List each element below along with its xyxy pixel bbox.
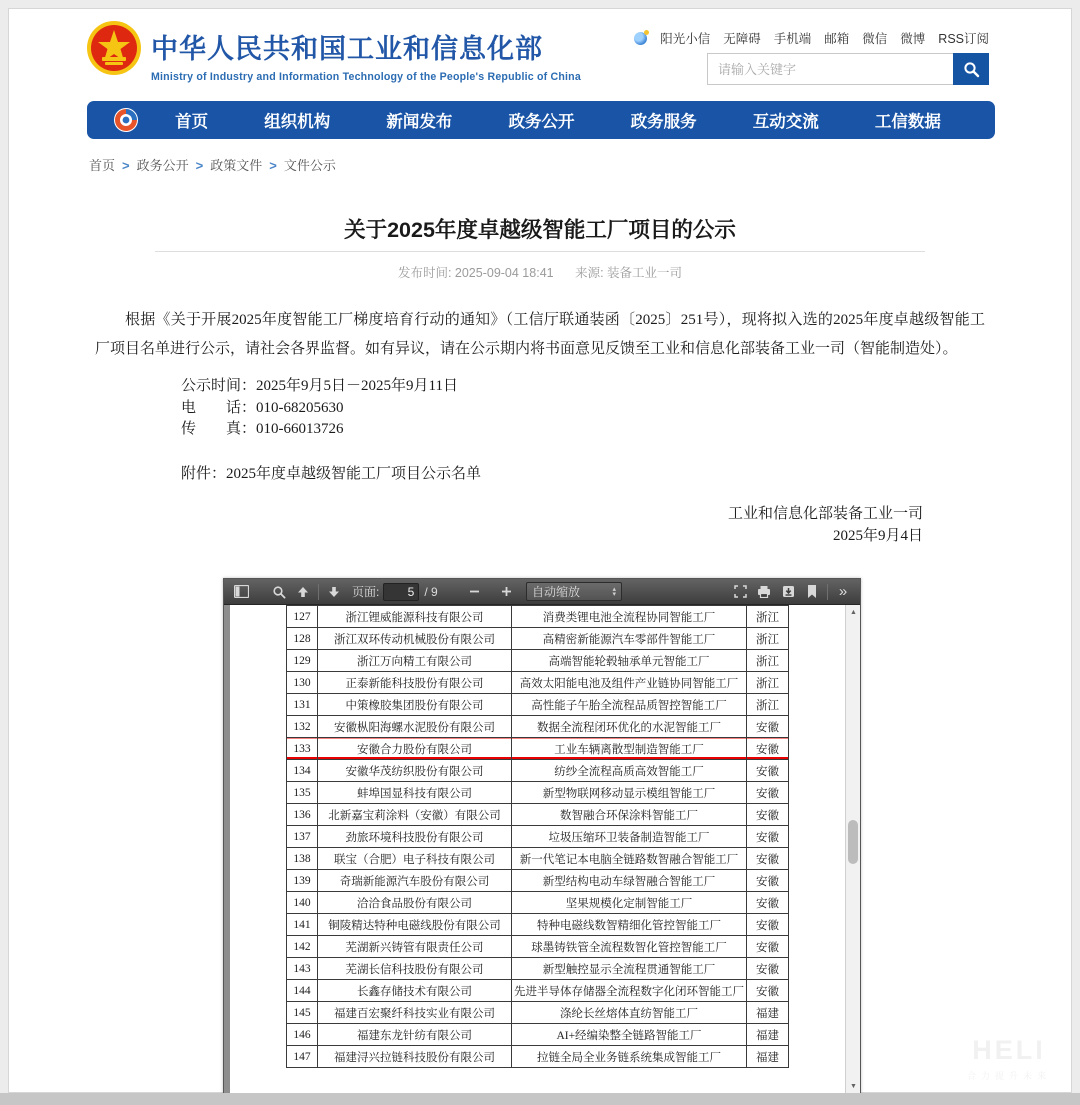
publish-time: 发布时间: 2025-09-04 18:41 — [397, 266, 554, 280]
nav-item[interactable]: 互动交流 — [752, 113, 819, 131]
utility-links — [634, 29, 989, 47]
site-title: 中华人民共和国工业和信息化部 — [151, 34, 543, 64]
cell-company: 安徽合力股份有限公司 — [318, 738, 512, 760]
cell-company: 浙江双环传动机械股份有限公司 — [318, 628, 512, 650]
nav-item[interactable]: 工信数据 — [874, 113, 941, 131]
table-row — [287, 848, 789, 870]
table-row — [287, 914, 789, 936]
cell-company: 福建浔兴拉链科技股份有限公司 — [318, 1046, 512, 1068]
cell-province: 浙江 — [747, 606, 789, 628]
project-table — [286, 605, 789, 1068]
cell-province: 安徽 — [747, 782, 789, 804]
cell-row-number: 140 — [287, 892, 318, 914]
table-row — [287, 870, 789, 892]
cell-company: 正泰新能科技股份有限公司 — [318, 672, 512, 694]
table-row — [287, 1024, 789, 1046]
cell-province: 安徽 — [747, 936, 789, 958]
select-arrows-icon: ▴ ▾ — [612, 585, 616, 598]
zoom-in-button[interactable] — [494, 581, 518, 603]
cell-company: 劲旅环境科技股份有限公司 — [318, 826, 512, 848]
cell-row-number: 138 — [287, 848, 318, 870]
cell-company: 福建东龙针纺有限公司 — [318, 1024, 512, 1046]
article-source: 来源: 装备工业一司 — [575, 266, 683, 280]
cell-province: 浙江 — [747, 672, 789, 694]
nav-item[interactable]: 政务公开 — [508, 113, 575, 131]
table-row — [287, 1002, 789, 1024]
breadcrumb-item[interactable]: 首页 > — [89, 155, 137, 174]
cell-province: 安徽 — [747, 980, 789, 1002]
article-title: 关于2025年度卓越级智能工厂项目的公示 — [344, 218, 736, 242]
utility-link[interactable]: 微信 — [862, 32, 888, 46]
breadcrumb — [89, 155, 336, 174]
info-line: 传 真：010-66013726 — [181, 421, 344, 437]
utility-link[interactable]: 无障碍 — [723, 32, 761, 46]
site-logo-link[interactable] — [151, 27, 581, 83]
breadcrumb-item[interactable]: 政务公开 > — [137, 155, 211, 174]
cell-row-number: 128 — [287, 628, 318, 650]
table-row — [287, 606, 789, 628]
pdf-table-body — [287, 606, 789, 1068]
table-row — [287, 892, 789, 914]
cell-project: 纺纱全流程高质高效智能工厂 — [512, 760, 747, 782]
pdf-page — [230, 605, 845, 1093]
cell-province: 安徽 — [747, 958, 789, 980]
cell-project: 高性能子午胎全流程品质智控智能工厂 — [512, 694, 747, 716]
cell-company: 蚌埠国显科技有限公司 — [318, 782, 512, 804]
cell-company: 洽洽食品股份有限公司 — [318, 892, 512, 914]
cell-project: 新型结构电动车绿智融合智能工厂 — [512, 870, 747, 892]
table-row — [287, 672, 789, 694]
print-button[interactable] — [752, 581, 776, 603]
cell-row-number: 129 — [287, 650, 318, 672]
cell-province: 浙江 — [747, 628, 789, 650]
cell-province: 安徽 — [747, 848, 789, 870]
article-meta — [9, 263, 1071, 281]
miit-swirl-icon — [113, 107, 139, 133]
cell-province: 福建 — [747, 1024, 789, 1046]
table-row — [287, 936, 789, 958]
cell-company: 奇瑞新能源汽车股份有限公司 — [318, 870, 512, 892]
sidebar-toggle-button[interactable] — [229, 581, 253, 603]
utility-link[interactable]: 微博 — [900, 32, 926, 46]
cell-company: 北新嘉宝莉涂料（安徽）有限公司 — [318, 804, 512, 826]
nav-item[interactable]: 组织机构 — [264, 113, 331, 131]
page-total: / 9 — [424, 584, 438, 599]
cell-province: 安徽 — [747, 716, 789, 738]
download-button[interactable] — [776, 581, 800, 603]
table-row — [287, 958, 789, 980]
pdf-viewer — [223, 578, 861, 1094]
presentation-mode-button[interactable] — [728, 581, 752, 603]
cell-row-number: 136 — [287, 804, 318, 826]
toolbar-separator — [827, 584, 828, 600]
page-down-button[interactable] — [322, 581, 346, 603]
page-number-input[interactable] — [383, 583, 419, 601]
cell-project: 新一代笔记本电脑全链路数智融合智能工厂 — [512, 848, 747, 870]
scroll-up-arrow[interactable]: ▲ — [850, 608, 857, 616]
cell-province: 浙江 — [747, 650, 789, 672]
cell-company: 联宝（合肥）电子科技有限公司 — [318, 848, 512, 870]
expand-icon — [734, 585, 747, 598]
cell-row-number: 139 — [287, 870, 318, 892]
search-icon — [963, 61, 980, 78]
zoom-out-button[interactable] — [462, 581, 486, 603]
arrow-up-icon — [297, 586, 309, 598]
cell-company: 长鑫存储技术有限公司 — [318, 980, 512, 1002]
cell-company: 芜湖长信科技股份有限公司 — [318, 958, 512, 980]
cell-province: 安徽 — [747, 870, 789, 892]
national-emblem-icon — [85, 19, 143, 77]
cell-project: 消费类锂电池全流程协同智能工厂 — [512, 606, 747, 628]
info-line: 电 话：010-68205630 — [181, 399, 344, 416]
table-row — [287, 716, 789, 738]
arrow-down-icon — [328, 586, 340, 598]
breadcrumb-item[interactable]: 政策文件 > — [210, 155, 284, 174]
signature-date: 2025年9月4日 — [832, 528, 923, 544]
bookmark-icon — [807, 585, 817, 598]
toolbar-separator — [318, 584, 319, 600]
cell-company: 浙江锂威能源科技有限公司 — [318, 606, 512, 628]
info-line: 公示时间：2025年9月5日－2025年9月11日 — [181, 378, 458, 394]
table-row — [287, 694, 789, 716]
cell-row-number: 144 — [287, 980, 318, 1002]
find-button[interactable] — [267, 581, 291, 603]
cell-province: 安徽 — [747, 760, 789, 782]
more-tools-button[interactable] — [831, 581, 855, 603]
nav-item[interactable]: 政务服务 — [630, 113, 697, 131]
table-row — [287, 738, 789, 760]
cell-project: 高端智能轮毂轴承单元智能工厂 — [512, 650, 747, 672]
cell-province: 安徽 — [747, 892, 789, 914]
cell-row-number: 127 — [287, 606, 318, 628]
table-row — [287, 650, 789, 672]
scroll-down-arrow[interactable]: ▼ — [850, 1082, 857, 1090]
title-divider — [155, 251, 925, 252]
site-subtitle: Ministry of Industry and Information Technology of the People's Republic of China — [151, 71, 581, 83]
cell-row-number: 132 — [287, 716, 318, 738]
cell-province: 安徽 — [747, 826, 789, 848]
search-input[interactable] — [707, 53, 953, 85]
table-row — [287, 980, 789, 1002]
cell-project: 工业车辆离散型制造智能工厂 — [512, 738, 747, 760]
pdf-toolbar — [224, 579, 860, 605]
cell-company: 安徽华茂纺织股份有限公司 — [318, 760, 512, 782]
page-bottom-edge — [0, 1093, 1080, 1105]
article-info-lines — [181, 376, 458, 441]
cell-project: AI+经编染整全链路智能工厂 — [512, 1024, 747, 1046]
cell-project: 垃圾压缩环卫装备制造智能工厂 — [512, 826, 747, 848]
cell-company: 芜湖新兴铸管有限责任公司 — [318, 936, 512, 958]
utility-link[interactable]: 手机端 — [773, 32, 812, 46]
cell-row-number: 137 — [287, 826, 318, 848]
cell-province: 安徽 — [747, 914, 789, 936]
nav-item[interactable]: 首页 — [175, 113, 209, 131]
utility-link[interactable]: 阳光小信 — [660, 32, 711, 46]
cell-company: 福建百宏聚纤科技实业有限公司 — [318, 1002, 512, 1024]
cell-project: 先进半导体存储器全流程数字化闭环智能工厂 — [512, 980, 747, 1002]
nav-item[interactable]: 新闻发布 — [386, 113, 453, 131]
pdf-content-area — [224, 605, 860, 1093]
page-label: 页面: — [352, 585, 380, 599]
chevron-double-right-icon: » — [838, 583, 848, 600]
cell-province: 福建 — [747, 1002, 789, 1024]
cell-row-number: 146 — [287, 1024, 318, 1046]
cell-company: 中策橡胶集团股份有限公司 — [318, 694, 512, 716]
nav-item-list — [147, 108, 969, 132]
search-icon — [272, 585, 286, 599]
article-paragraph: 根据《关于开展2025年度智能工厂梯度培育行动的通知》（工信厅联通装函〔2025〕251号），现将拟入选的2025年度卓越级智能工厂项目名单进行公示，请社会各界监督。如有异议，请在公示期内将书面意见反馈至工业和信息化部装备工业一司（智能制造处）。 — [95, 312, 985, 357]
cell-row-number: 143 — [287, 958, 318, 980]
cell-project: 拉链全局全业务链系统集成智能工厂 — [512, 1046, 747, 1068]
cell-project: 高精密新能源汽车零部件智能工厂 — [512, 628, 747, 650]
cell-project: 新型物联网移动显示模组智能工厂 — [512, 782, 747, 804]
table-row — [287, 628, 789, 650]
cell-province: 浙江 — [747, 694, 789, 716]
page-up-button[interactable] — [291, 581, 315, 603]
cell-project: 高效太阳能电池及组件产业链协同智能工厂 — [512, 672, 747, 694]
utility-link-list — [660, 29, 989, 47]
table-row — [287, 826, 789, 848]
breadcrumb-item[interactable]: 文件公示 — [283, 158, 336, 173]
download-icon — [782, 585, 795, 598]
cell-project: 涤纶长丝熔体直纺智能工厂 — [512, 1002, 747, 1024]
table-row — [287, 1046, 789, 1068]
sunshine-icon — [634, 32, 647, 45]
page-background — [8, 8, 1072, 1093]
utility-link[interactable]: 邮箱 — [824, 32, 850, 46]
cell-row-number: 135 — [287, 782, 318, 804]
plus-icon — [501, 586, 512, 597]
cell-company: 铜陵精达特种电磁线股份有限公司 — [318, 914, 512, 936]
cell-project: 新型触控显示全流程贯通智能工厂 — [512, 958, 747, 980]
table-row — [287, 782, 789, 804]
cell-province: 福建 — [747, 1046, 789, 1068]
cell-row-number: 133 — [287, 738, 318, 760]
attachment-line: 附件：2025年度卓越级智能工厂项目公示名单 — [181, 466, 482, 482]
zoom-mode-select[interactable] — [526, 582, 622, 601]
heli-watermark — [951, 1035, 1067, 1082]
scrollbar-thumb[interactable] — [848, 820, 858, 864]
watermark-main: HELI — [972, 1035, 1046, 1065]
watermark-sub: 合力提升未来 — [966, 1071, 1051, 1081]
cell-project: 球墨铸铁管全流程数智化管控智能工厂 — [512, 936, 747, 958]
table-row — [287, 760, 789, 782]
site-search — [707, 53, 989, 85]
article-signature — [728, 503, 923, 547]
cell-row-number: 130 — [287, 672, 318, 694]
cell-project: 数智融合环保涂料智能工厂 — [512, 804, 747, 826]
cell-company: 安徽枞阳海螺水泥股份有限公司 — [318, 716, 512, 738]
cell-project: 坚果规模化定制智能工厂 — [512, 892, 747, 914]
cell-row-number: 141 — [287, 914, 318, 936]
search-button[interactable] — [953, 53, 989, 85]
utility-link[interactable]: RSS订阅 — [938, 32, 989, 46]
signature-org: 工业和信息化部装备工业一司 — [727, 506, 923, 522]
cell-row-number: 147 — [287, 1046, 318, 1068]
cell-company: 浙江万向精工有限公司 — [318, 650, 512, 672]
cell-project: 数据全流程闭环优化的水泥智能工厂 — [512, 716, 747, 738]
cell-row-number: 131 — [287, 694, 318, 716]
cell-row-number: 134 — [287, 760, 318, 782]
cell-province: 安徽 — [747, 738, 789, 760]
pdf-scrollbar[interactable] — [845, 605, 860, 1093]
zoom-mode-value: 自动缩放 — [532, 585, 581, 599]
cell-project: 特种电磁线数智精细化管控智能工厂 — [512, 914, 747, 936]
cell-row-number: 142 — [287, 936, 318, 958]
cell-row-number: 145 — [287, 1002, 318, 1024]
printer-icon — [757, 585, 771, 598]
bookmark-button[interactable] — [800, 581, 824, 603]
cell-province: 安徽 — [747, 804, 789, 826]
table-row — [287, 804, 789, 826]
minus-icon — [469, 586, 480, 597]
main-nav — [87, 101, 995, 139]
